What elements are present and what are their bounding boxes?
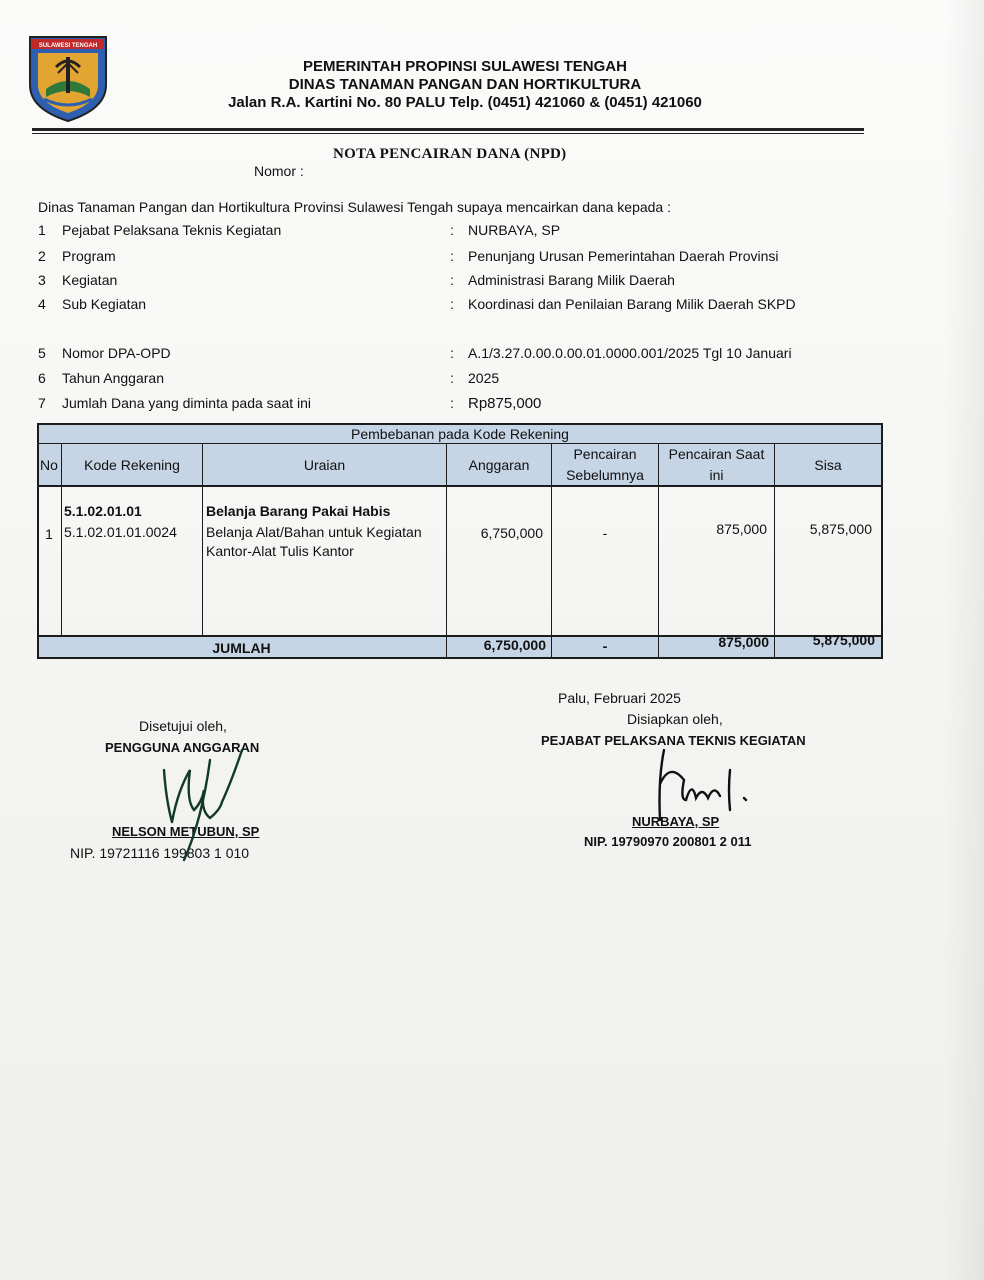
field-value: Administrasi Barang Milik Daerah — [468, 272, 675, 288]
field-label: Nomor DPA-OPD — [62, 345, 171, 361]
table-border — [37, 485, 883, 487]
total-sisa: 5,875,000 — [812, 632, 875, 648]
field-colon: : — [450, 222, 454, 238]
field-number: 2 — [38, 248, 46, 264]
field-value: A.1/3.27.0.00.0.00.01.0000.001/2025 Tgl 10 Januari — [468, 345, 792, 361]
field-number: 5 — [38, 345, 46, 361]
left-signatory-role: PENGGUNA ANGGARAN — [105, 740, 260, 755]
letterhead-line-2: DINAS TANAMAN PANGAN DAN HORTIKULTURA — [288, 76, 642, 93]
field-label: Program — [62, 248, 116, 264]
field-value: Penunjang Urusan Pemerintahan Daerah Provinsi — [468, 248, 779, 264]
prepared-by-label: Disiapkan oleh, — [627, 711, 723, 727]
field-label: Pejabat Pelaksana Teknis Kegiatan — [62, 222, 282, 238]
letterhead-line-1: PEMERINTAH PROPINSI SULAWESI TENGAH — [303, 58, 627, 75]
field-colon: : — [450, 345, 454, 361]
field-value: NURBAYA, SP — [468, 222, 561, 238]
letterhead-rule-thick — [32, 128, 864, 131]
letterhead-rule-thin — [32, 133, 864, 134]
budget-table — [37, 423, 883, 659]
field-number: 6 — [38, 370, 46, 386]
field-value: Koordinasi dan Penilaian Barang Milik Daerah SKPD — [468, 296, 796, 312]
right-signatory-nip: NIP. 19790970 200801 2 011 — [584, 834, 752, 849]
total-pencairan-sebelumnya: - — [602, 638, 608, 654]
nomor-label: Nomor : — [254, 163, 304, 179]
table-caption: Pembebanan pada Kode Rekening — [351, 426, 569, 442]
row-anggaran: 6,750,000 — [480, 525, 543, 541]
field-number: 1 — [38, 222, 46, 238]
header-pencairan-saat-ini: Pencairan Saat — [668, 446, 765, 462]
table-border — [881, 423, 883, 659]
total-anggaran: 6,750,000 — [483, 637, 546, 653]
row-pencairan-sebelumnya: - — [602, 525, 608, 541]
header-pencairan-sebelumnya: Sebelumnya — [566, 467, 644, 483]
approved-by-label: Disetujui oleh, — [139, 718, 227, 734]
left-signatory-nip: NIP. 19721116 199803 1 010 — [70, 845, 250, 861]
row-kode-rekening: 5.1.02.01.01.0024 — [64, 524, 177, 540]
header-sisa: Sisa — [814, 457, 842, 473]
row-no: 1 — [45, 526, 53, 542]
right-signature-icon — [640, 740, 770, 830]
field-label: Jumlah Dana yang diminta pada saat ini — [62, 395, 312, 411]
left-signature-icon — [150, 740, 260, 865]
total-pencairan-saat-ini: 875,000 — [718, 634, 769, 650]
field-label: Sub Kegiatan — [62, 296, 147, 312]
field-number: 7 — [38, 395, 46, 411]
right-signatory-name: NURBAYA, SP — [632, 814, 720, 829]
field-colon: : — [450, 296, 454, 312]
field-colon: : — [450, 272, 454, 288]
field-colon: : — [450, 395, 454, 411]
letterhead-line-3: Jalan R.A. Kartini No. 80 PALU Telp. (0451) 421060 & (0451) 421060 — [228, 94, 702, 111]
header-pencairan-sebelumnya: Pencairan — [573, 446, 637, 462]
field-value: Rp875,000 — [468, 395, 542, 412]
left-signatory-name: NELSON METUBUN, SP — [112, 824, 260, 839]
row-uraian: Belanja Alat/Bahan untuk Kegiatan — [206, 524, 422, 540]
government-emblem-icon — [26, 33, 110, 123]
row-kode-rekening: 5.1.02.01.01 — [64, 503, 142, 519]
row-pencairan-saat-ini: 875,000 — [716, 521, 767, 537]
row-uraian: Belanja Barang Pakai Habis — [206, 503, 391, 519]
field-value: 2025 — [468, 370, 500, 386]
field-colon: : — [450, 248, 454, 264]
logo-text: SULAWESI TENGAH — [38, 43, 98, 49]
table-border — [774, 443, 775, 659]
right-signatory-role: PEJABAT PELAKSANA TEKNIS KEGIATAN — [541, 733, 806, 748]
table-border — [446, 443, 447, 659]
page-shadow — [944, 0, 984, 1280]
letterhead — [160, 58, 770, 112]
intro-text: Dinas Tanaman Pangan dan Hortikultura Provinsi Sulawesi Tengah supaya mencairkan dana kepada : — [38, 199, 671, 215]
row-uraian: Kantor-Alat Tulis Kantor — [206, 543, 354, 559]
place-date: Palu, Februari 2025 — [558, 690, 681, 706]
field-colon: : — [450, 370, 454, 386]
document-title: NOTA PENCAIRAN DANA (NPD) — [333, 146, 567, 162]
field-label: Tahun Anggaran — [62, 370, 164, 386]
field-number: 4 — [38, 296, 46, 312]
row-sisa: 5,875,000 — [809, 521, 872, 537]
field-number: 3 — [38, 272, 46, 288]
header-no: No — [40, 457, 58, 473]
total-label: JUMLAH — [212, 640, 271, 656]
field-label: Kegiatan — [62, 272, 118, 288]
header-uraian: Uraian — [303, 457, 346, 473]
header-kode-rekening: Kode Rekening — [84, 457, 180, 473]
header-pencairan-saat-ini: ini — [709, 467, 724, 483]
header-anggaran: Anggaran — [468, 457, 530, 473]
